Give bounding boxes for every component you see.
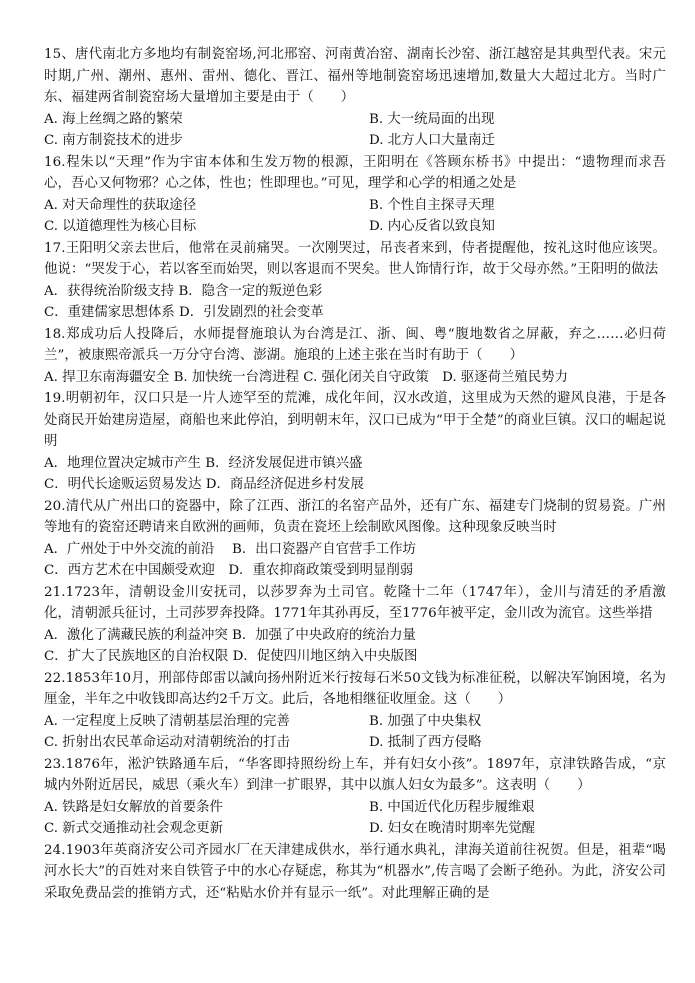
question-18	[44, 324, 666, 389]
options-grid	[44, 109, 666, 152]
option-a: A. 铁路是妇女解放的首要条件	[44, 799, 223, 815]
option-b: B. 大一统局面的出现	[369, 111, 495, 127]
option-d: D. 内心反省以致良知	[369, 219, 495, 234]
option-a: A. 一定程度上反映了清朝基层治理的完善	[44, 713, 290, 729]
options-line: C．扩大了民族地区的自治权限 D．促使四川地区纳入中央版图	[44, 649, 418, 664]
option-b: B. 中国近代化历程步履维艰	[369, 799, 535, 815]
question-16	[44, 152, 666, 238]
question-stem: 20.清代从广州出口的瓷器中，除了江西、浙江的名窑产品外，还有广东、福建专门烧制的贸易瓷。广州等地有的瓷窑还聘请来自欧洲的画师，负责在瓷坯上绘制欧风图像。这种现象反映当时	[44, 498, 666, 535]
question-21	[44, 582, 666, 668]
option-c: C. 以道德理性为核心目标	[44, 219, 197, 234]
question-stem: 18.郑成功后人投降后，水师提督施琅认为台湾是江、浙、闽、粤“腹地数省之屏蔽，弃之……必归荷兰”，被康熙帝派兵一万分守台湾、澎湖。施琅的上述主张在当时有助于（ ）	[44, 326, 666, 363]
option-c: C. 新式交通推动社会观念更新	[44, 821, 223, 836]
question-stem: 24.1903年英商济安公司齐园水厂在天津建成供水，举行通水典礼，津海关道前往祝贺。但是，祖辈“喝河水长大”的百姓对来自铁管子中的水心存疑虑，称其为“机器水”,传言喝了会断子绝孙。为此，济安公司采取免费品尝的推销方式，还“粘贴水价并有显示一纸”。对此理解正确的是	[44, 842, 666, 901]
options-grid	[44, 711, 666, 754]
option-d: D. 妇女在晚清时期率先觉醒	[369, 821, 536, 836]
options-line: A．地理位置决定城市产生 B．经济发展促进市镇兴盛	[44, 455, 363, 471]
options-line: A．广州处于中外交流的前沿 B．出口瓷器产自官营手工作坊	[44, 541, 416, 557]
question-stem: 16.程朱以“天理”作为宇宙本体和生发万物的根源，王阳明在《答顾东桥书》中提出：“遗物理而求吾心，吾心又何物邪？心之体，性也；性即理也。”可见，理学和心学的相通之处是	[44, 154, 666, 191]
option-d: D. 抵制了西方侵略	[369, 735, 482, 750]
question-stem: 22.1853年10月，刑部侍郎雷以諴向扬州附近米行按每石米50文钱为标准征税，以解决军饷困境，名为厘金，半年之中收钱即高达约2千万文。此后，各地相继征收厘金。这（ ）	[44, 670, 666, 707]
question-23	[44, 754, 666, 840]
question-22	[44, 668, 666, 754]
options-line: A．激化了满藏民族的利益冲突 B．加强了中央政府的统治力量	[44, 627, 416, 643]
option-c: C. 折射出农民革命运动对清朝统治的打击	[44, 735, 290, 750]
question-20	[44, 496, 666, 582]
option-a: A. 海上丝绸之路的繁荣	[44, 111, 183, 127]
question-stem: 21.1723年，清朝设金川安抚司，以莎罗奔为土司官。乾隆十二年（1747年），金川与清廷的矛盾激化，清朝派兵征讨，土司莎罗奔投降。1771年其孙再反，至1776年被平定，金川改为流官。这些举措	[44, 584, 666, 621]
options-grid	[44, 797, 666, 840]
option-b: B. 加强了中央集权	[369, 713, 482, 729]
option-b: B. 个性自主探寻天理	[369, 197, 495, 213]
question-19	[44, 388, 666, 496]
question-stem: 15、唐代南北方多地均有制瓷窑场,河北邢窑、河南黄冶窑、湖南长沙窑、浙江越窑是其典型代表。宋元时期,广州、潮州、惠州、雷州、德化、晋江、福州等地制瓷窑场迅速增加,数量大大超过北方。当时广东、福建两省制瓷窑场大量增加主要是由于（ ）	[44, 47, 666, 105]
option-d: D. 北方人口大量南迁	[369, 133, 495, 148]
options-line: A. 捍卫东南海疆安全 B. 加快统一台湾进程 C. 强化闭关自守政策 D. 驱逐荷兰殖民势力	[44, 369, 568, 385]
question-stem: 23.1876年，淞沪铁路通车后，“华客即持照纷纷上车，并有妇女小孩”。1897年，京津铁路告成，“京城内外附近居民，威思（乘火车）到津一扩眼界，其中以旗人妇女为最多”。这表明（ ）	[44, 756, 666, 793]
question-17	[44, 238, 666, 324]
options-grid	[44, 195, 666, 238]
exam-page	[44, 44, 666, 904]
options-line: C．明代长途贩运贸易发达 D．商品经济促进乡村发展	[44, 477, 364, 492]
option-a: A. 对天命理性的获取途径	[44, 197, 197, 213]
options-line: C．西方艺术在中国颇受欢迎 D．重农抑商政策受到明显削弱	[44, 563, 414, 578]
question-24	[44, 840, 666, 905]
options-line: C．重建儒家思想体系 D．引发剧烈的社会变革	[44, 305, 324, 320]
option-c: C. 南方制瓷技术的进步	[44, 133, 183, 148]
question-stem: 17.王阳明父亲去世后，他常在灵前痛哭。一次刚哭过，吊丧者来到，侍者提醒他，按礼这时他应该哭。他说：“哭发于心，若以客至而始哭，则以客退而不哭矣。世人饰情行诈，故于父母亦然。”王阳明的做法	[44, 240, 666, 277]
question-15	[44, 44, 666, 152]
options-line: A．获得统治阶级支持 B．隐含一定的叛逆色彩	[44, 283, 323, 299]
question-stem: 19.明朝初年，汉口只是一片人迹罕至的荒滩，成化年间，汉水改道，这里成为天然的避风良港，于是各处商民开始建房造屋，商船也来此停泊，到明朝末年，汉口已成为“甲于全楚”的商业巨镇。汉口的崛起说明	[44, 391, 666, 449]
